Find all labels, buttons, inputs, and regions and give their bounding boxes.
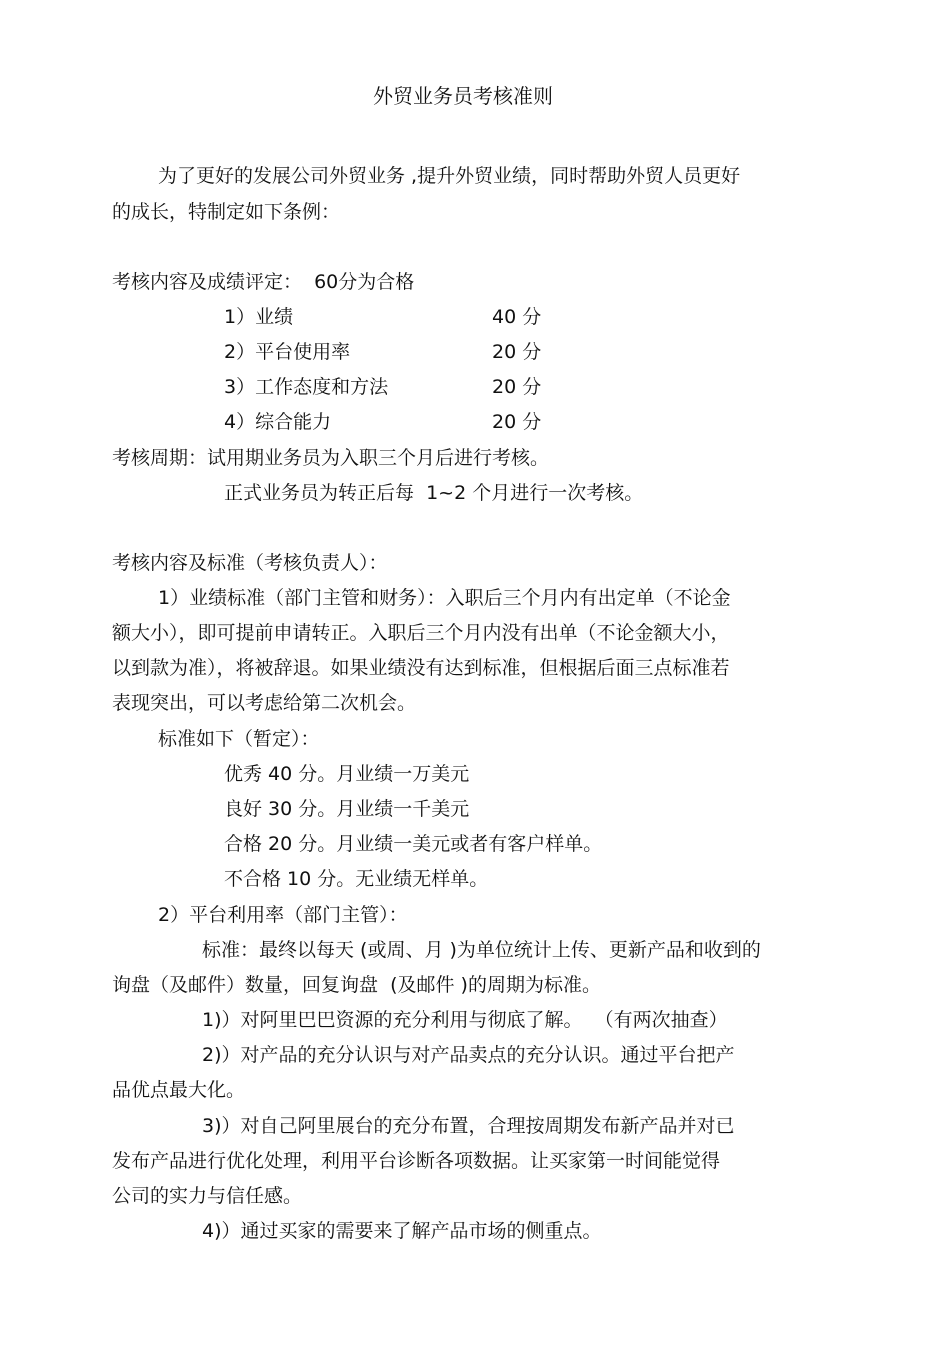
performance-line: 以到款为准），将被辞退。如果业绩没有达到标准，但根据后面三点标准若 [112, 657, 730, 679]
performance-line: 额大小），即可提前申请转正。入职后三个月内没有出单（不论金额大小， [112, 622, 730, 644]
period-line-1: 考核周期：试用期业务员为入职三个月后进行考核。 [112, 447, 550, 469]
document-title: 外贸业务员考核准则 [373, 84, 553, 108]
grade-item: 不合格 10 分。无业绩无样单。 [224, 868, 489, 890]
scoring-item-score: 20 分 [492, 376, 542, 398]
scoring-item-label: 2）平台使用率 [224, 341, 351, 363]
standards-heading: 考核内容及标准（考核负责人）： [112, 552, 388, 574]
scoring-item-score: 20 分 [492, 411, 542, 433]
platform-item-3-cont: 公司的实力与信任感。 [112, 1185, 303, 1207]
platform-item-3: 3)）对自己阿里展台的充分布置，合理按周期发布新产品并对已 [202, 1115, 735, 1137]
scoring-item-score: 20 分 [492, 341, 542, 363]
intro-line-1: 为了更好的发展公司外贸业务 ,提升外贸业绩，同时帮助外贸人员更好 [158, 165, 741, 187]
platform-item-4: 4)）通过买家的需要来了解产品市场的侧重点。 [202, 1220, 602, 1242]
intro-line-2: 的成长，特制定如下条例： [112, 201, 341, 223]
performance-line: 1）业绩标准（部门主管和财务）：入职后三个月内有出定单（不论金 [158, 587, 731, 609]
platform-standard-line-1: 标准：最终以每天 (或周、月 )为单位统计上传、更新产品和收到的 [202, 939, 761, 961]
platform-item-3-cont: 发布产品进行优化处理，利用平台诊断各项数据。让买家第一时间能觉得 [112, 1150, 721, 1172]
platform-item-2-cont: 品优点最大化。 [112, 1079, 246, 1101]
scoring-heading: 考核内容及成绩评定： 60分为合格 [112, 271, 415, 293]
grade-item: 合格 20 分。月业绩一美元或者有客户样单。 [224, 833, 603, 855]
grades-heading: 标准如下（暂定）： [158, 728, 320, 750]
grade-item: 良好 30 分。月业绩一千美元 [224, 798, 470, 820]
scoring-item-label: 4）综合能力 [224, 411, 332, 433]
scoring-item-label: 3）工作态度和方法 [224, 376, 389, 398]
scoring-item-score: 40 分 [492, 306, 542, 328]
platform-item-1: 1)）对阿里巴巴资源的充分利用与彻底了解。 （有两次抽查） [202, 1009, 728, 1031]
period-line-2: 正式业务员为转正后每 1~2 个月进行一次考核。 [224, 482, 644, 504]
scoring-item-label: 1）业绩 [224, 306, 294, 328]
platform-item-2: 2)）对产品的充分认识与对产品卖点的充分认识。通过平台把产 [202, 1044, 735, 1066]
performance-line: 表现突出，可以考虑给第二次机会。 [112, 692, 417, 714]
platform-standard-line-2: 询盘（及邮件）数量，回复询盘 (及邮件 )的周期为标准。 [112, 974, 601, 996]
grade-item: 优秀 40 分。月业绩一万美元 [224, 763, 470, 785]
platform-heading: 2）平台利用率（部门主管）： [158, 904, 408, 926]
